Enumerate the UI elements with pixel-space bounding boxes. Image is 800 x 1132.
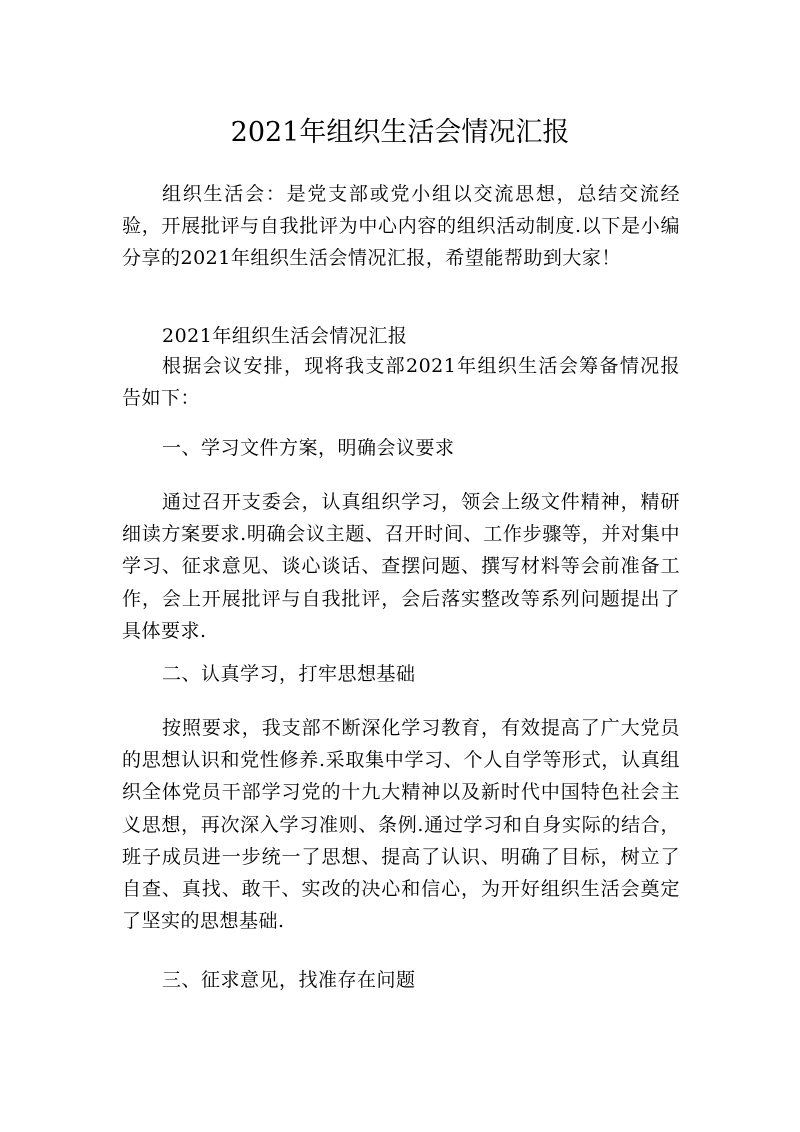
section-body-1: 通过召开支委会，认真组织学习，领会上级文件精神，精研细读方案要求.明确会议主题、召开时间、工作步骤等，并对集中学习、征求意见、谈心谈话、查摆问题、撰写材料等会前准备工作，会上开展批评与自我批评，会后落实整改等系列问题提出了具体要求. (122, 491, 680, 642)
section-heading-3: 三、征求意见，找准存在问题 (162, 969, 416, 991)
document-title: 2021年组织生活会情况汇报 (230, 117, 570, 148)
report-subtitle: 2021年组织生活会情况汇报 (162, 325, 408, 347)
section-heading-1: 一、学习文件方案，明确会议要求 (162, 437, 455, 459)
section-heading-2: 二、认真学习，打牢思想基础 (162, 663, 416, 685)
intro-paragraph: 组织生活会：是党支部或党小组以交流思想，总结交流经验，开展批评与自我批评为中心内容的组织活动制度.以下是小编分享的2021年组织生活会情况汇报，希望能帮助到大家！ (122, 183, 680, 270)
opening-paragraph: 根据会议安排，现将我支部2021年组织生活会筹备情况报告如下： (122, 355, 680, 410)
section-body-2: 按照要求，我支部不断深化学习教育，有效提高了广大党员的思想认识和党性修养.采取集中学习、个人自学等形式，认真组织全体党员干部学习党的十九大精神以及新时代中国特色社会主义思想，再次深入学习准则、条例.通过学习和自身实际的结合，班子成员进一步统一了思想、提高了认识、明确了目标，树立了自查、真找、敢干、实改的决心和信心，为开好组织生活会奠定了坚实的思想基础. (122, 717, 680, 933)
